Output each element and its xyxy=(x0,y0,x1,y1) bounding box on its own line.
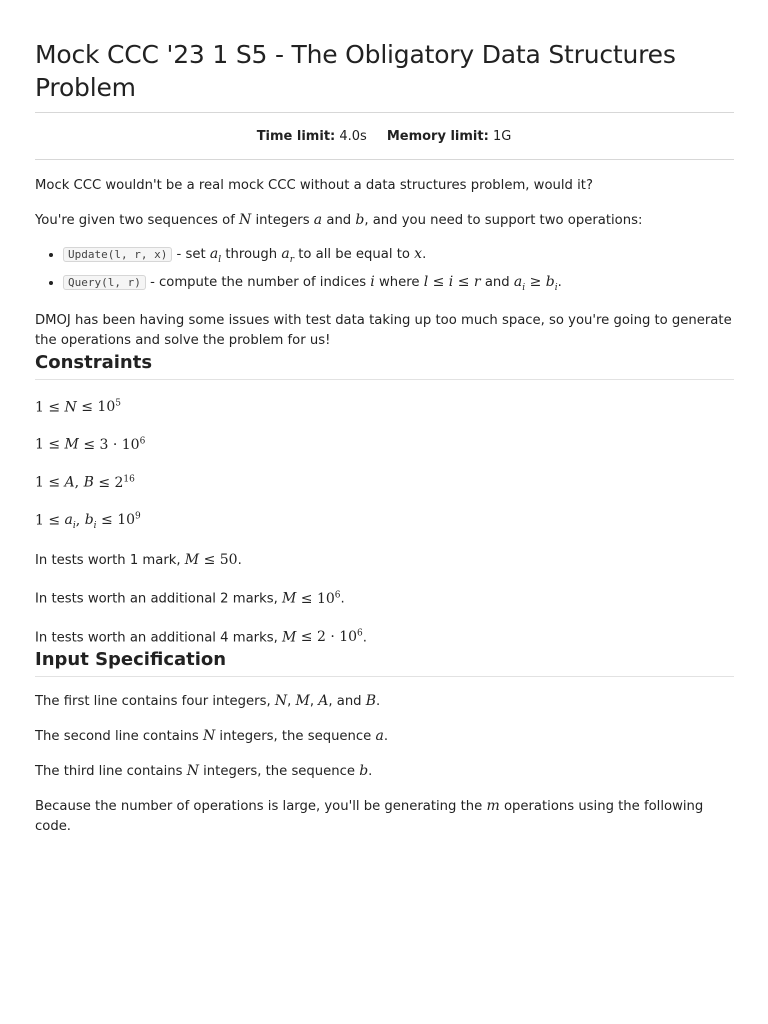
subtask-3-text: In tests worth an additional 4 marks, xyxy=(35,630,278,646)
subtask-2-text: In tests worth an additional 2 marks, xyxy=(35,591,278,607)
input-line-3: The third line contains N integers, the sequence b. xyxy=(35,763,373,780)
memory-limit-value: 1G xyxy=(492,128,512,144)
math-cmp: $a_i \ge b_i$ xyxy=(513,273,558,293)
query-desc-2: where xyxy=(378,274,420,290)
subtask-2: In tests worth an additional 2 marks, $M \le 10^6$. xyxy=(35,590,345,607)
input-line-1: The first line contains four integers, N, M, A, and B. xyxy=(35,693,381,710)
memory-limit-label: Memory limit: xyxy=(386,128,489,144)
math-a: a xyxy=(313,212,323,228)
time-limit-label: Time limit: xyxy=(256,128,336,144)
subtask-3: In tests worth an additional 4 marks, $M \le 2 \cdot 10^6$. xyxy=(35,628,367,646)
constraints-heading: Constraints xyxy=(35,351,153,373)
given-text-4: , and you need to support two operations: xyxy=(364,213,643,228)
intro-paragraph: Mock CCC wouldn't be a real mock CCC without a data structures problem, would it? xyxy=(35,178,593,193)
operation-query: • Query(l, r) - compute the number of indices i where l ≤ i ≤ r and $a_i \ge b_i$. xyxy=(63,271,733,299)
constraint-m: $1 \le M \le 3 \cdot 10^6$ xyxy=(35,436,146,453)
constraint-ai-bi: $1 \le a_i$, $b_i \le 10^9$ xyxy=(35,511,141,532)
input-line-4: Because the number of operations is large, you'll be generating the m operations using the following code. xyxy=(35,798,704,835)
math-a-l: $a_l$ xyxy=(209,246,222,265)
page-title: Mock CCC '23 1 S5 - The Obligatory Data Structures Problem xyxy=(35,40,676,102)
subtask-1: In tests worth 1 mark, M ≤ 50. xyxy=(35,552,242,569)
math-b: b xyxy=(355,212,365,228)
problem-limits xyxy=(35,113,733,159)
dmoj-note: DMOJ has been having some issues with test data taking up too much space, so you're going to generate the operations and solve the problem for us! xyxy=(35,312,732,348)
operations-list xyxy=(35,243,733,299)
update-desc-3: to all be equal to xyxy=(298,247,410,262)
time-limit-value: 4.0s xyxy=(339,128,367,144)
problem-page xyxy=(35,0,733,837)
operation-update: • Update(l, r, x) - set $a_l$ through $a_r$ to all be equal to x. xyxy=(63,243,733,271)
math-a-r: $a_r$ xyxy=(281,246,295,265)
given-paragraph xyxy=(35,210,733,231)
subtask-1-text: In tests worth 1 mark, xyxy=(35,553,181,569)
update-desc-2: through xyxy=(225,247,278,262)
input-line-3-text-a: The third line contains xyxy=(35,764,183,780)
input-line-4-text-b: operations using the following code. xyxy=(35,799,704,835)
input-line-4-text-a: Because the number of operations is large, you'll be generating the xyxy=(35,799,483,815)
limits-divider xyxy=(35,159,734,160)
input-spec-divider xyxy=(35,676,734,677)
constraint-n: $1 \le N \le 10^5$ xyxy=(35,398,121,416)
input-line-2-text-a: The second line contains xyxy=(35,729,199,745)
constraints-divider xyxy=(35,379,734,380)
query-desc-3: and xyxy=(484,274,510,290)
math-i: i xyxy=(370,273,375,290)
memory-limit xyxy=(387,129,511,144)
update-code: Update(l, r, x) xyxy=(63,247,172,262)
input-line-3-text-b: integers, the sequence xyxy=(203,764,355,780)
math-range: l ≤ i ≤ r xyxy=(423,273,481,290)
input-line-2-text-b: integers, the sequence xyxy=(219,729,372,745)
math-N: N xyxy=(239,212,252,228)
query-code: Query(l, r) xyxy=(63,275,146,290)
given-text-2: integers xyxy=(255,213,310,228)
given-text-1: You're given two sequences of xyxy=(35,213,235,228)
math-x: x xyxy=(414,246,423,262)
update-desc-1: - set xyxy=(176,247,206,262)
input-spec-heading: Input Specification xyxy=(35,649,227,671)
constraint-ab: 1 ≤ A, $B \le 2^{16}$ xyxy=(35,473,135,491)
query-desc-1: - compute the number of indices xyxy=(150,274,367,290)
time-limit xyxy=(257,129,367,144)
given-text-3: and xyxy=(326,213,352,228)
input-line-1-text: The first line contains four integers, xyxy=(35,694,271,710)
input-line-2: The second line contains N integers, the sequence a. xyxy=(35,728,389,745)
